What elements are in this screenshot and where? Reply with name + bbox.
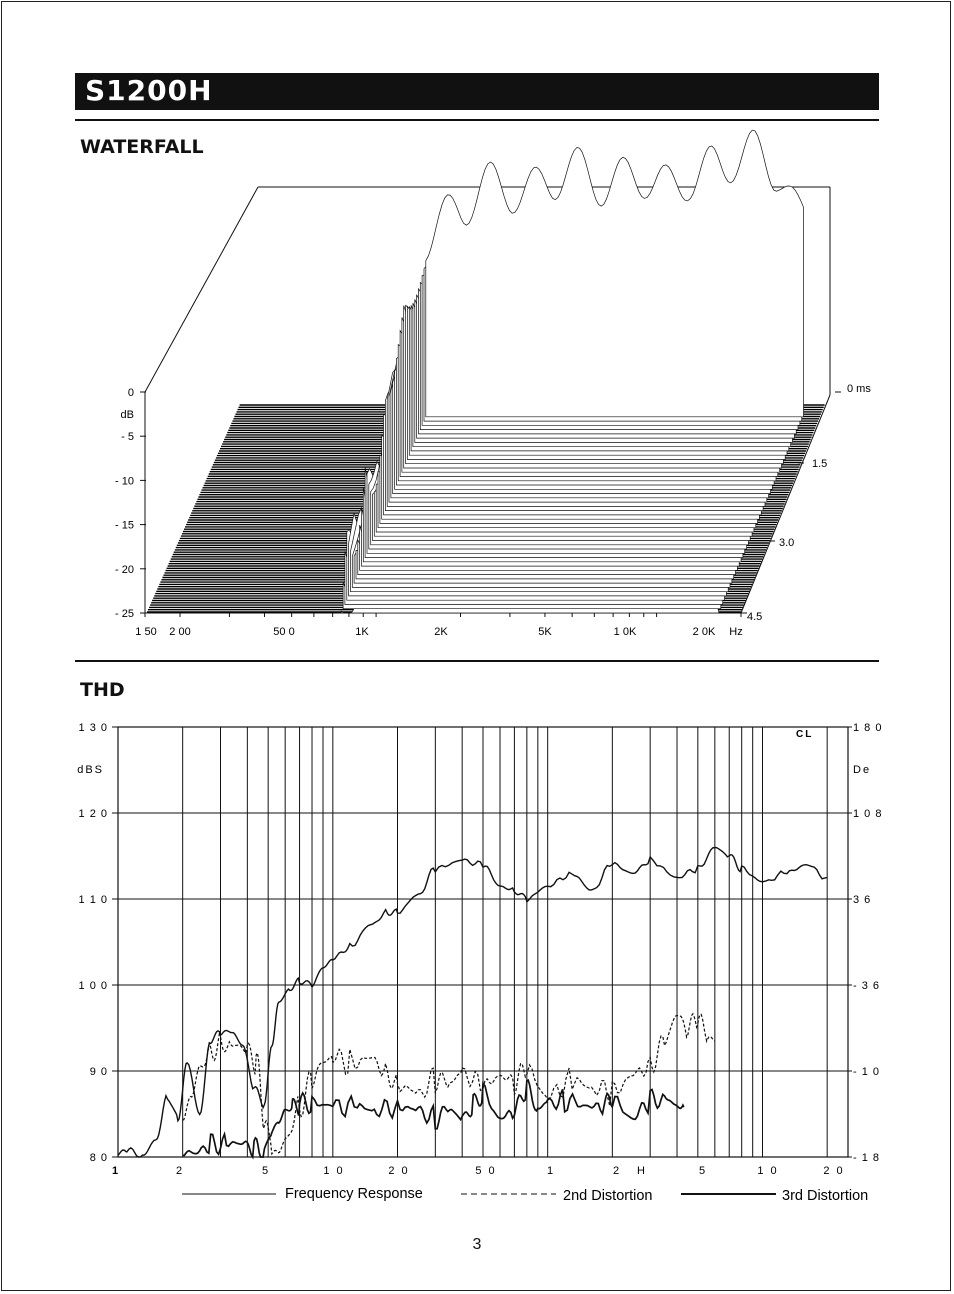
y-tick-label: - 10 xyxy=(115,475,134,488)
z-tick-label: 1.5 xyxy=(812,458,828,470)
z-tick-label: 3.0 xyxy=(779,537,795,549)
x-tick-label: 5K xyxy=(538,626,552,638)
x-tick-label: 50 0 xyxy=(273,626,295,638)
x-tick-label: 5 xyxy=(698,1165,708,1177)
x-tick-label: 2 xyxy=(612,1165,622,1177)
x-tick-label: 2 00 xyxy=(169,626,191,638)
y-left-tick-label: 9 0 xyxy=(89,1066,108,1078)
x-tick-label: 2 0K xyxy=(692,626,716,638)
y-tick-label: - 20 xyxy=(115,563,134,576)
y-right-tick-label: - 1 8 xyxy=(853,1152,881,1164)
corner-label: CL xyxy=(796,729,814,740)
thd-legend xyxy=(182,1186,868,1204)
legend-label: 3rd Distortion xyxy=(782,1188,869,1204)
x-tick-label: 1 0K xyxy=(613,626,637,638)
y-left-tick-label: 1 1 0 xyxy=(78,894,108,906)
z-tick-label: 4.5 xyxy=(747,611,763,623)
y-tick-label: - 25 xyxy=(115,608,134,620)
x-tick-label: 1K xyxy=(355,626,369,638)
y-right-tick-label: - 3 6 xyxy=(853,980,881,992)
y-right-tick-label: 1 8 0 xyxy=(853,722,883,734)
thd-heading: THD xyxy=(80,679,125,701)
x-tick-label: H xyxy=(637,1165,647,1177)
thd-chart xyxy=(0,700,954,1260)
y-right-tick-label: 1 0 8 xyxy=(853,808,883,820)
y-tick-label: - 15 xyxy=(115,519,134,532)
x-tick-label: 2 0 xyxy=(823,1165,845,1177)
y-right-tick-label: - 1 0 xyxy=(853,1066,881,1078)
x-tick-label: 2K xyxy=(434,626,448,638)
x-tick-label: 1 0 xyxy=(757,1165,779,1177)
page-title: S1200H xyxy=(85,74,213,107)
legend-label: 2nd Distortion xyxy=(563,1188,653,1204)
z-tick-label: 0 ms xyxy=(847,383,871,395)
y-unit-label: dB xyxy=(120,409,134,421)
y-tick-label: - 5 xyxy=(121,431,134,444)
waterfall-heading: WATERFALL xyxy=(80,136,204,158)
y-left-tick-label: 1 3 0 xyxy=(78,722,108,734)
x-tick-label: 5 xyxy=(261,1165,271,1177)
x-tick-label: 2 xyxy=(175,1165,185,1177)
y-tick-label: 0 xyxy=(127,387,134,399)
x-tick-label: 1 50 xyxy=(135,626,157,638)
waterfall-slice xyxy=(426,130,804,417)
y-left-tick-label: 8 0 xyxy=(89,1152,108,1164)
legend-label: Frequency Response xyxy=(285,1186,423,1202)
x-tick-label: 1 xyxy=(111,1165,121,1177)
y-left-title: dBS xyxy=(77,764,104,776)
waterfall-mesh xyxy=(341,130,803,613)
waterfall-x-axis xyxy=(135,613,742,638)
page-number: 3 xyxy=(472,1236,482,1253)
x-tick-label: 1 xyxy=(546,1165,556,1177)
x-tick-label: Hz xyxy=(729,626,743,638)
y-right-title: De xyxy=(853,764,872,776)
x-tick-label: 1 0 xyxy=(323,1165,345,1177)
y-left-tick-label: 1 0 0 xyxy=(78,980,108,992)
section-divider xyxy=(75,660,879,662)
y-right-tick-label: 3 6 xyxy=(853,894,872,906)
x-tick-label: 5 0 xyxy=(475,1165,497,1177)
waterfall-y-axis xyxy=(115,387,146,620)
x-tick-label: 2 0 xyxy=(388,1165,410,1177)
y-left-tick-label: 1 2 0 xyxy=(78,808,108,820)
